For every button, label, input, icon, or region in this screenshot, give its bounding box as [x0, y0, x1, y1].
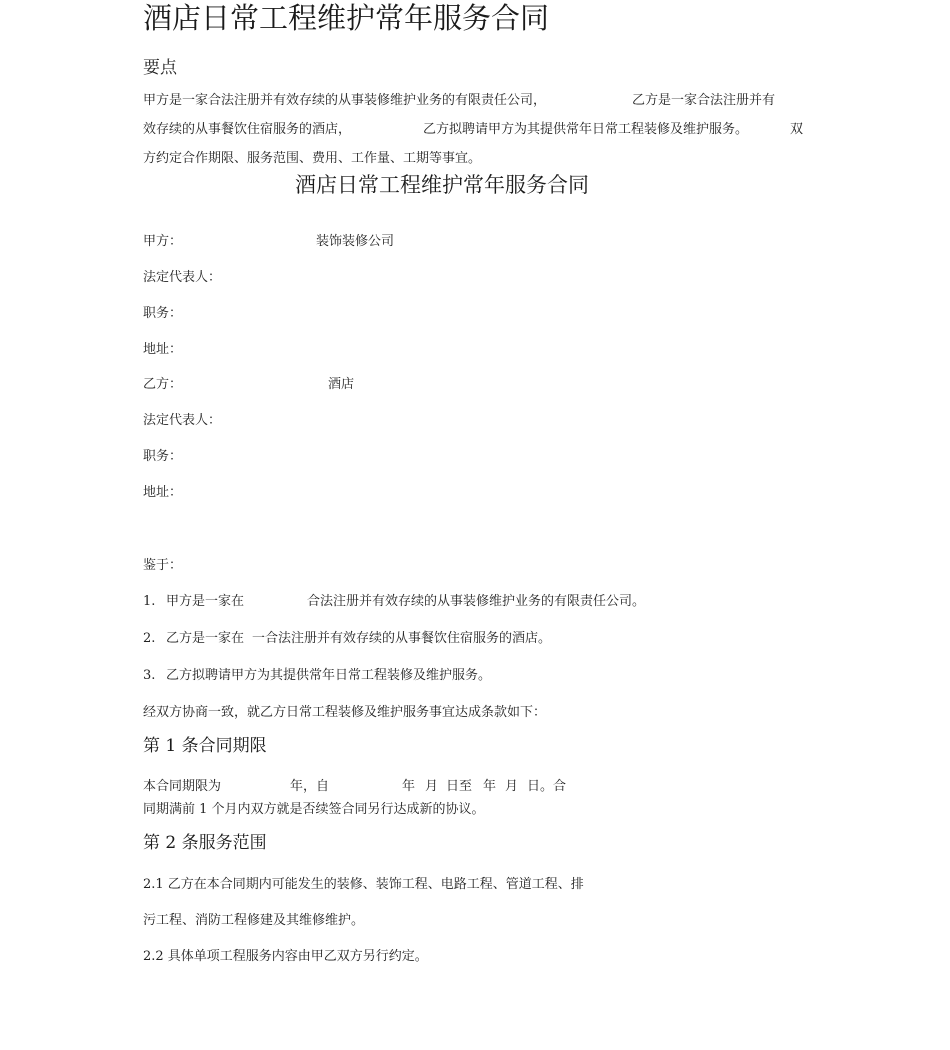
article-2-clause-1-line-1: 2.1 乙方在本合同期内可能发生的装修、装饰工程、电路工程、管道工程、排	[143, 877, 584, 892]
summary-paragraph	[143, 86, 803, 173]
article-2-title: 第 2 条服务范围	[143, 833, 267, 853]
summary-line-1: 甲方是一家合法注册并有效存续的从事装修维护业务的有限责任公司， 乙方是一家合法注册并有	[143, 93, 775, 108]
key-points-heading: 要点	[143, 58, 177, 78]
party-a-address-label: 地址：	[143, 342, 183, 357]
party-b-address-label: 地址：	[143, 485, 183, 500]
contract-title: 酒店日常工程维护常年服务合同	[295, 173, 589, 197]
article-1-line-1: 本合同期限为 年，自 年 月 日至 年 月 日。合	[143, 779, 567, 794]
article-2-clause-1-line-2: 污工程、消防工程修建及其维修维护。	[143, 913, 365, 928]
document-title: 酒店日常工程维护常年服务合同	[143, 1, 550, 35]
whereas-item-2: 2. 乙方是一家在 一合法注册并有效存续的从事餐饮住宿服务的酒店。	[143, 631, 552, 646]
party-a-position-label: 职务：	[143, 306, 183, 321]
party-a-label: 甲方：	[143, 234, 183, 249]
article-1-line-2: 同期满前 1 个月内双方就是否续签合同另行达成新的协议。	[143, 802, 485, 817]
party-b-line	[143, 376, 355, 394]
summary-line-3: 方约定合作期限、服务范围、费用、工作量、工期等事宜。	[143, 151, 482, 166]
agreement-intro: 经双方协商一致，就乙方日常工程装修及维护服务事宜达成条款如下：	[143, 705, 547, 720]
article-1-title: 第 1 条合同期限	[143, 736, 267, 756]
party-b-name: 酒店	[328, 377, 355, 392]
whereas-item-3: 3. 乙方拟聘请甲方为其提供常年日常工程装修及维护服务。	[143, 668, 492, 683]
party-b-rep-label: 法定代表人：	[143, 413, 222, 428]
whereas-label: 鉴于：	[143, 558, 183, 573]
whereas-item-1: 1. 甲方是一家在 合法注册并有效存续的从事装修维护业务的有限责任公司。	[143, 594, 646, 609]
party-a-rep-label: 法定代表人：	[143, 270, 222, 285]
party-b-label: 乙方：	[143, 377, 183, 392]
article-2-clause-2: 2.2 具体单项工程服务内容由甲乙双方另行约定。	[143, 949, 428, 964]
summary-line-2: 效存续的从事餐饮住宿服务的酒店， 乙方拟聘请甲方为其提供常年日常工程装修及维护服务。 双	[143, 122, 803, 137]
party-a-line	[143, 233, 395, 251]
party-a-name: 装饰装修公司	[316, 234, 395, 249]
party-b-position-label: 职务：	[143, 449, 183, 464]
